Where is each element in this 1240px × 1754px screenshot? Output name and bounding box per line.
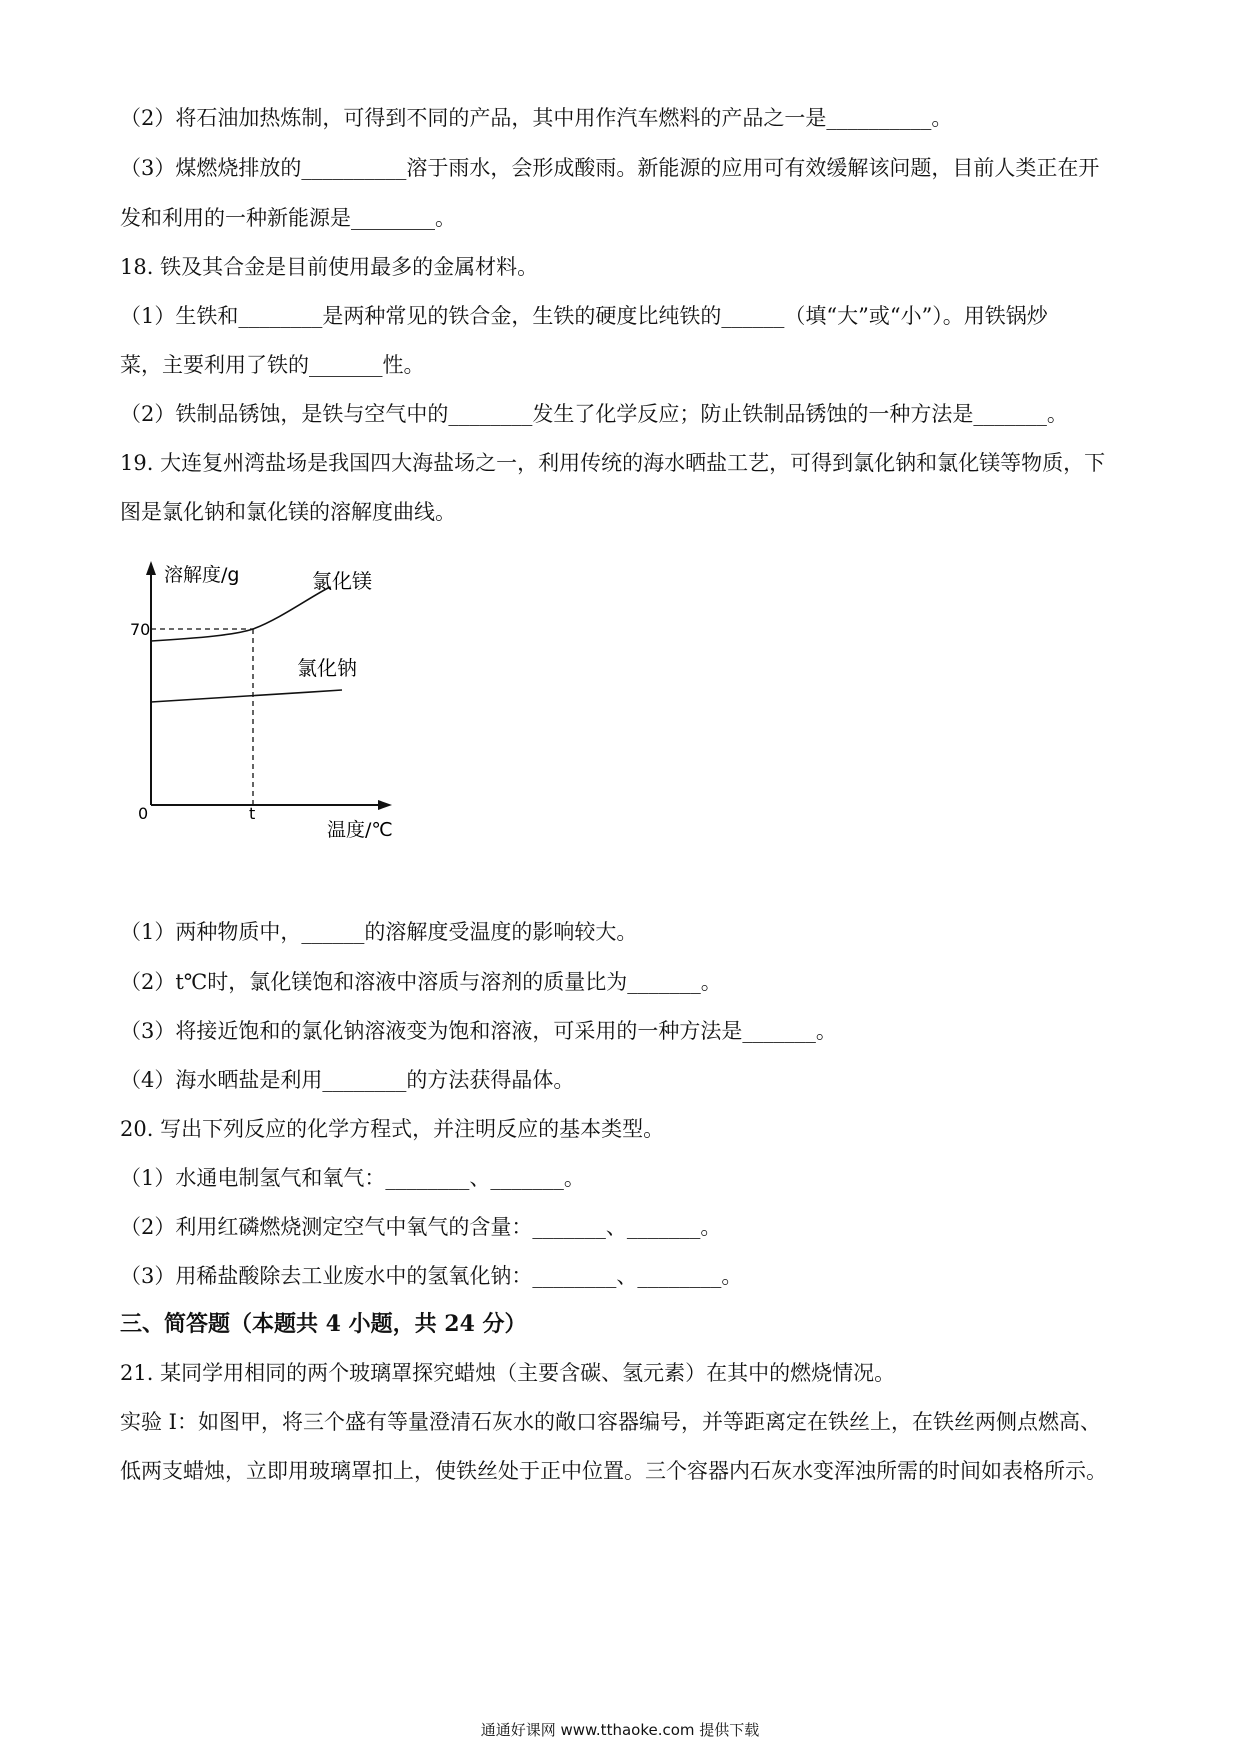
q19-part1: （1）两种物质中，______的溶解度受温度的影响较大。 — [120, 920, 638, 944]
x-axis-label: 温度/℃ — [327, 819, 393, 841]
q20-stem: 20. 写出下列反应的化学方程式，并注明反应的基本类型。 — [120, 1117, 665, 1141]
x-tick-label-t: t — [249, 804, 256, 823]
q21-experiment-line2: 低两支蜡烛，立即用玻璃罩扣上，使铁丝处于正中位置。三个容器内石灰水变浑浊所需的时间如表格所示。 — [120, 1459, 1107, 1483]
x-tick-label-0: 0 — [138, 804, 149, 823]
y-tick-label-70: 70 — [130, 620, 151, 639]
q19-stem-line1: 19. 大连复州湾盐场是我国四大海盐场之一，利用传统的海水晒盐工艺，可得到氯化钠和氯化镁等物质，下 — [120, 451, 1106, 475]
q20-part2: （2）利用红磷燃烧测定空气中氧气的含量：_______、_______。 — [120, 1215, 722, 1239]
page-footer: 通通好课网 www.tthaoke.com 提供下载 — [480, 1721, 760, 1739]
q17-part3-line2: 发和利用的一种新能源是________。 — [120, 206, 456, 230]
series-label-magnesium-chloride: 氯化镁 — [312, 569, 372, 593]
q18-part1-line2: 菜，主要利用了铁的_______性。 — [120, 353, 425, 377]
y-axis-label: 溶解度/g — [164, 564, 240, 586]
q19-stem-line2: 图是氯化钠和氯化镁的溶解度曲线。 — [120, 500, 456, 524]
q18-part1-line1: （1）生铁和________是两种常见的铁合金，生铁的硬度比纯铁的______（填“大”或“小”）。用铁锅炒 — [120, 304, 1048, 328]
q20-part1: （1）水通电制氢气和氧气：________、_______。 — [120, 1166, 585, 1190]
q21-stem: 21. 某同学用相同的两个玻璃罩探究蜡烛（主要含碳、氢元素）在其中的燃烧情况。 — [120, 1361, 896, 1385]
y-axis-arrow — [146, 561, 156, 575]
q17-part2: （2）将石油加热炼制，可得到不同的产品，其中用作汽车燃料的产品之一是__________。 — [120, 106, 953, 130]
q19-part4: （4）海水晒盐是利用________的方法获得晶体。 — [120, 1068, 575, 1092]
x-axis-arrow — [378, 800, 392, 810]
q17-part3-line1: （3）煤燃烧排放的__________溶于雨水，会形成酸雨。新能源的应用可有效缓解该问题，目前人类正在开 — [120, 156, 1100, 180]
q20-part3: （3）用稀盐酸除去工业废水中的氢氧化钠：________、________。 — [120, 1264, 743, 1288]
q18-stem: 18. 铁及其合金是目前使用最多的金属材料。 — [120, 255, 539, 279]
q19-part2: （2）t℃时，氯化镁饱和溶液中溶质与溶剂的质量比为_______。 — [120, 970, 722, 994]
solubility-chart — [120, 555, 420, 855]
q21-experiment-line1: 实验 I：如图甲，将三个盛有等量澄清石灰水的敞口容器编号，并等距离定在铁丝上，在铁丝两侧点燃高、 — [120, 1410, 1101, 1434]
series-line-magnesium-chloride — [151, 587, 330, 641]
q18-part2: （2）铁制品锈蚀，是铁与空气中的________发生了化学反应；防止铁制品锈蚀的一种方法是_______。 — [120, 402, 1068, 426]
series-label-sodium-chloride: 氯化钠 — [297, 656, 357, 680]
series-line-sodium-chloride — [151, 690, 342, 702]
section-heading: 三、简答题（本题共 4 小题，共 24 分） — [120, 1311, 527, 1337]
q19-part3: （3）将接近饱和的氯化钠溶液变为饱和溶液，可采用的一种方法是_______。 — [120, 1019, 837, 1043]
